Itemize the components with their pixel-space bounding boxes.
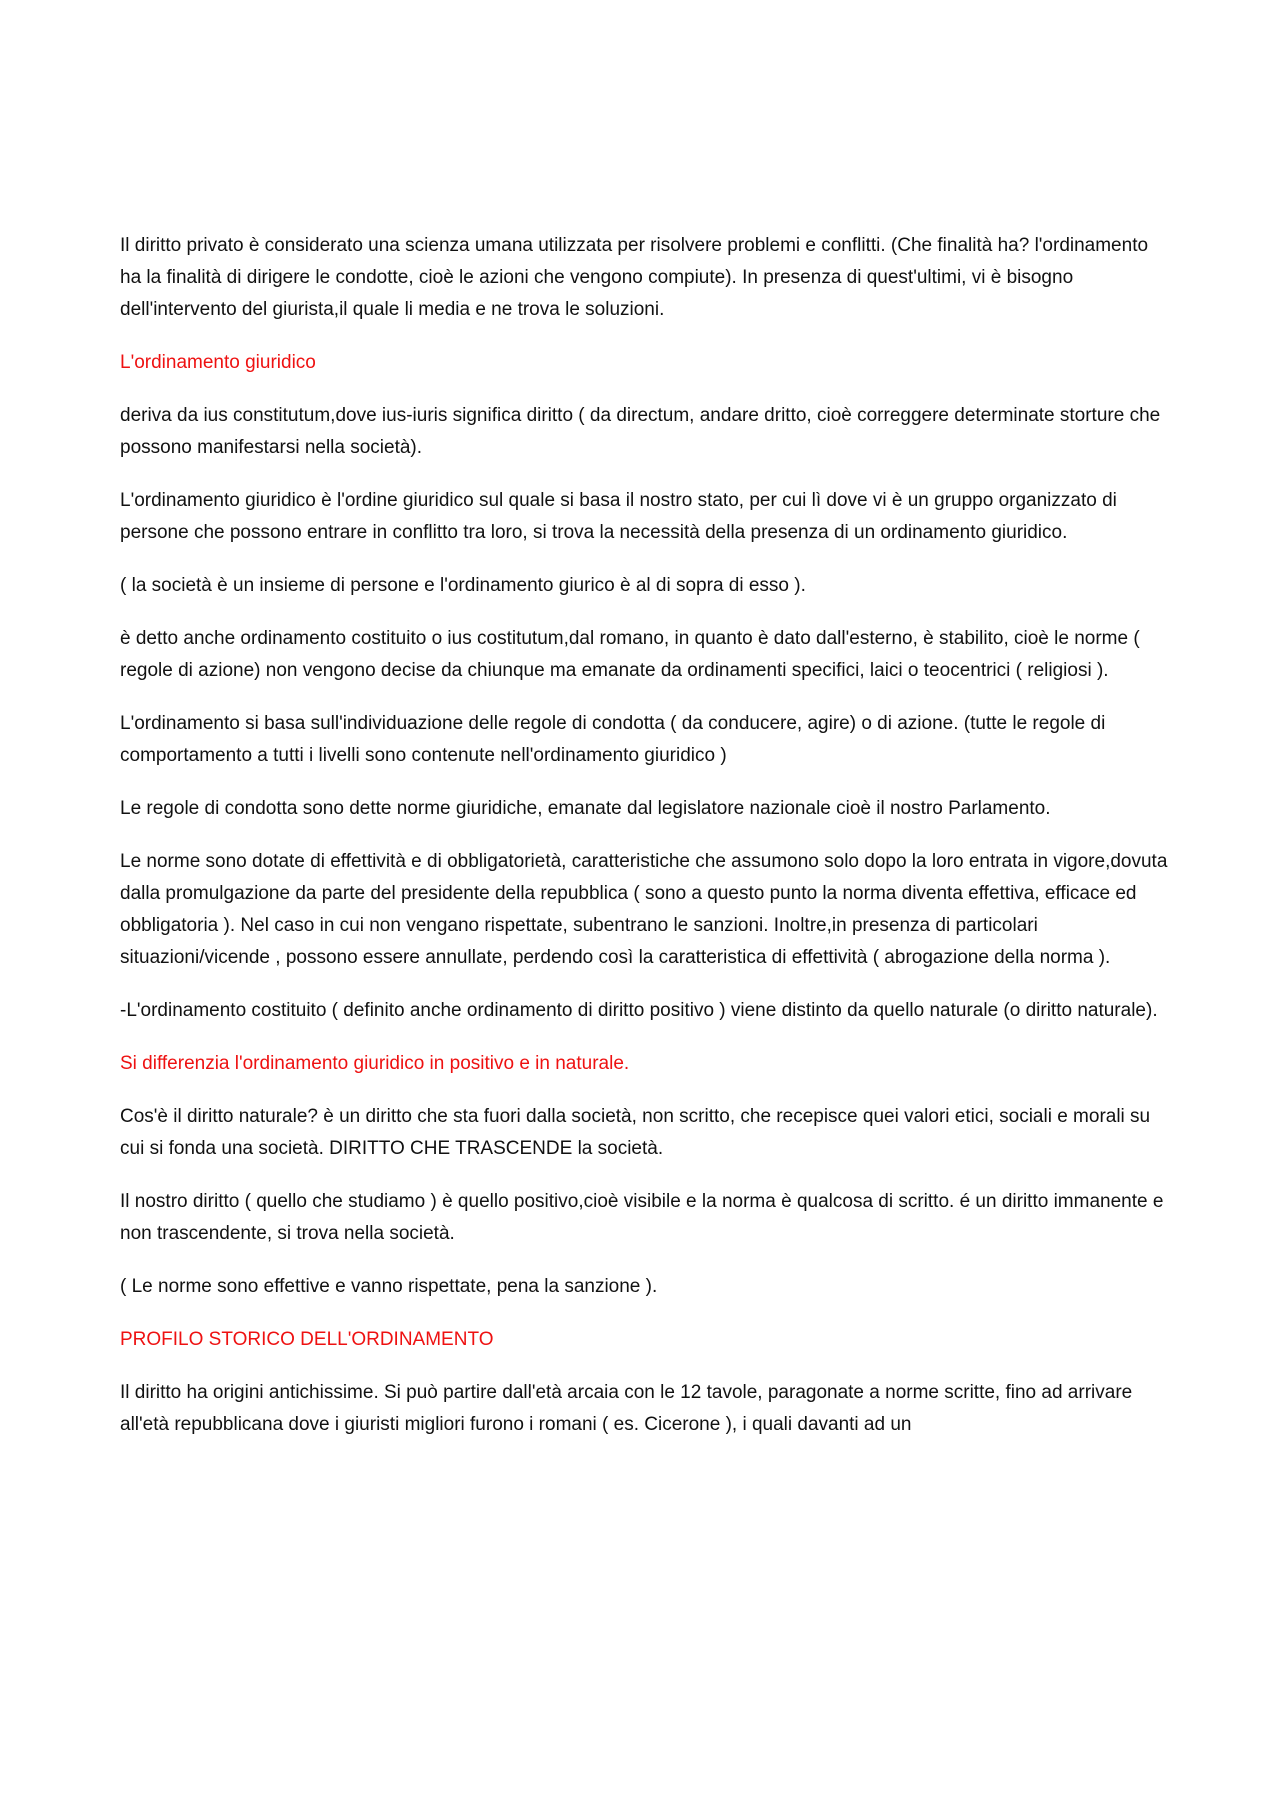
paragraph-diritto-positivo: -L'ordinamento costituito ( definito anche ordinamento di diritto positivo ) viene distinto da quello naturale (o diritto naturale). bbox=[120, 1000, 1158, 1021]
section-heading-differenza: Si differenzia l'ordinamento giuridico in positivo e in naturale. bbox=[120, 1053, 630, 1074]
paragraph-effettivita: Le norme sono dotate di effettività e di obbligatorietà, caratteristiche che assumono solo dopo la loro entrata in vigore,dovuta dalla promulgazione da parte del presidente della repubblica ( sono a questo punto la norma diventa effettiva, efficace ed obbligatoria ). Nel caso in cui non vengano rispettate, subentrano le sanzioni. Inoltre,in presenza di particolari situazioni/vicende , possono essere annullate, perdendo così la caratteristica di effettività ( abrogazione della norma ). bbox=[120, 851, 1168, 968]
paragraph-nostro-diritto: Il nostro diritto ( quello che studiamo ) è quello positivo,cioè visibile e la norma è qualcosa di scritto. é un diritto immanente e non trascendente, si trova nella società. bbox=[120, 1191, 1164, 1244]
paragraph-diritto-naturale: Cos'è il diritto naturale? è un diritto che sta fuori dalla società, non scritto, che recepisce quei valori etici, sociali e morali su cui si fonda una società. DIRITTO CHE TRASCENDE la società. bbox=[120, 1106, 1151, 1159]
document-body bbox=[120, 230, 1170, 1462]
paragraph-etimologia: deriva da ius constitutum,dove ius-iuris significa diritto ( da directum, andare dritto, cioè correggere determinate storture che possono manifestarsi nella società). bbox=[120, 405, 1161, 458]
paragraph-norme-giuridiche: Le regole di condotta sono dette norme giuridiche, emanate dal legislatore nazionale cioè il nostro Parlamento. bbox=[120, 798, 1051, 819]
paragraph-definizione: L'ordinamento giuridico è l'ordine giuridico sul quale si basa il nostro stato, per cui lì dove vi è un gruppo organizzato di persone che possono entrare in conflitto tra loro, si trova la necessità della presenza di un ordinamento giuridico. bbox=[120, 490, 1117, 543]
intro-paragraph: Il diritto privato è considerato una scienza umana utilizzata per risolvere problemi e conflitti. (Che finalità ha? l'ordinamento ha la finalità di dirigere le condotte, cioè le azioni che vengono compiute). In presenza di quest'ultimi, vi è bisogno dell'intervento del giurista,il quale li media e ne trova le soluzioni. bbox=[120, 235, 1149, 320]
section-heading-profilo-storico: PROFILO STORICO DELL'ORDINAMENTO bbox=[120, 1329, 494, 1350]
paragraph-sanzione: ( Le norme sono effettive e vanno rispettate, pena la sanzione ). bbox=[120, 1276, 658, 1297]
paragraph-origini: Il diritto ha origini antichissime. Si può partire dall'età arcaia con le 12 tavole, paragonate a norme scritte, fino ad arrivare all'età repubblicana dove i giuristi migliori furono i romani ( es. Cicerone ), i quali davanti ad un bbox=[120, 1382, 1133, 1435]
paragraph-societa: ( la società è un insieme di persone e l'ordinamento giurico è al di sopra di esso ). bbox=[120, 575, 806, 596]
paragraph-costituito: è detto anche ordinamento costituito o ius costitutum,dal romano, in quanto è dato dall'esterno, è stabilito, cioè le norme ( regole di azione) non vengono decise da chiunque ma emanate da ordinamenti specifici, laici o teocentrici ( religiosi ). bbox=[120, 628, 1140, 681]
paragraph-regole-condotta: L'ordinamento si basa sull'individuazione delle regole di condotta ( da conducere, agire) o di azione. (tutte le regole di comportamento a tutti i livelli sono contenute nell'ordinamento giuridico ) bbox=[120, 713, 1106, 766]
section-heading-ordinamento: L'ordinamento giuridico bbox=[120, 352, 316, 373]
